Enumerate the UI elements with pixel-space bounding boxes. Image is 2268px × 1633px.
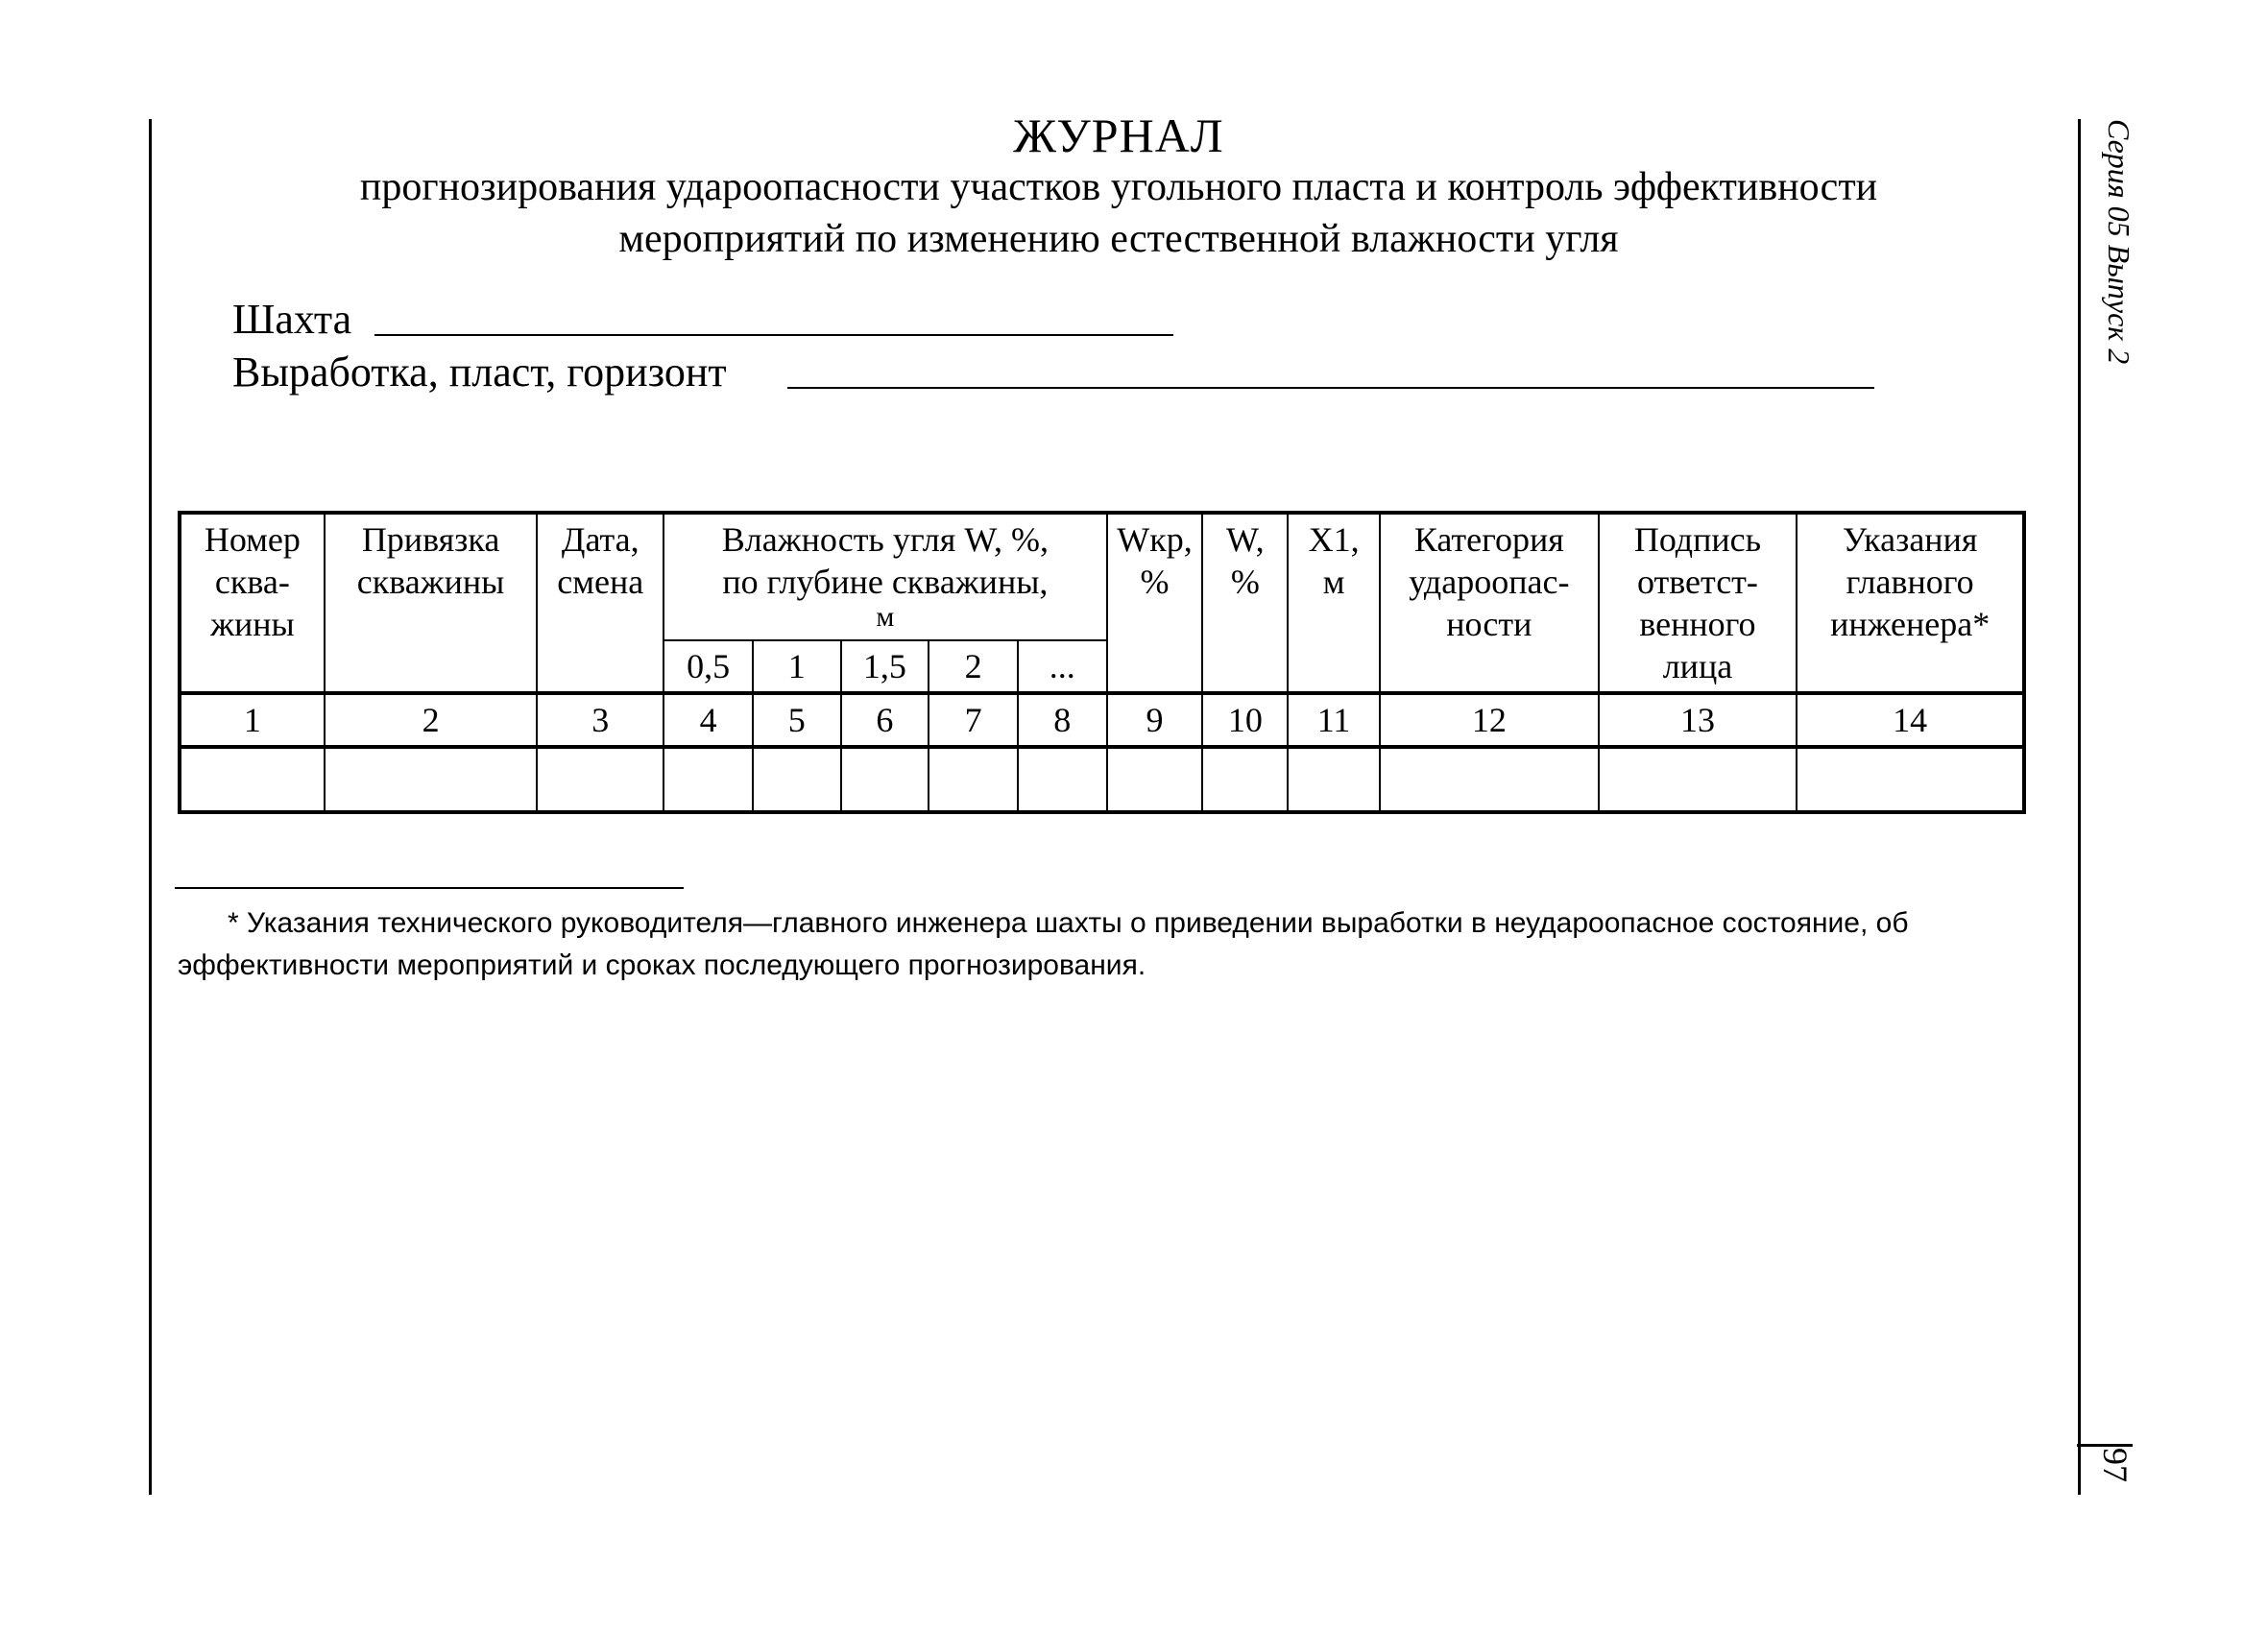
document-subtitle <box>163 161 2074 265</box>
left-margin-rule <box>149 119 152 1495</box>
column-number: 10 <box>1202 693 1288 747</box>
depth-cell: ... <box>1018 640 1107 693</box>
journal-table <box>178 511 2026 814</box>
data-cell[interactable] <box>753 747 841 812</box>
column-number: 12 <box>1380 693 1599 747</box>
header-text: м <box>876 601 895 633</box>
document-title: ЖУРНАЛ <box>1013 108 1224 162</box>
column-number-row <box>180 693 2024 747</box>
header-chief-engineer-instructions <box>1797 513 2024 693</box>
header-text: W, <box>1225 520 1265 559</box>
header-text: X1, <box>1308 520 1360 559</box>
header-text: смена <box>557 563 644 601</box>
empty-data-row <box>180 747 2024 812</box>
mine-field-line <box>374 334 1173 336</box>
header-text: Указания <box>1842 520 1978 559</box>
column-number: 7 <box>929 693 1018 747</box>
header-date-shift <box>537 513 664 693</box>
subtitle-line-1: прогнозирования удароопасности участков угольного пласта и контроль эффективности <box>359 165 1878 209</box>
page-number-text: 97 <box>2096 1448 2135 1482</box>
depth-cell: 2 <box>929 640 1018 693</box>
data-cell[interactable] <box>929 747 1018 812</box>
mine-field-label: Шахта <box>232 296 352 343</box>
header-text: венного <box>1639 605 1756 643</box>
data-cell[interactable] <box>1202 747 1288 812</box>
header-text: главного <box>1846 563 1974 601</box>
column-number: 2 <box>325 693 538 747</box>
depth-cell: 1 <box>753 640 841 693</box>
data-cell[interactable] <box>325 747 538 812</box>
header-row <box>180 513 2024 640</box>
working-field[interactable] <box>232 348 727 396</box>
header-text: Категория <box>1413 520 1564 559</box>
data-cell[interactable] <box>1018 747 1107 812</box>
column-number: 3 <box>537 693 664 747</box>
column-number: 6 <box>841 693 929 747</box>
header-text: Влажность угля W, %, <box>721 520 1049 559</box>
header-text: удароопас- <box>1409 563 1570 601</box>
right-margin-rule <box>2078 119 2081 1495</box>
data-cell[interactable] <box>180 747 325 812</box>
depth-cell: 1,5 <box>841 640 929 693</box>
page-number <box>2095 1448 2134 1505</box>
header-hazard-category <box>1380 513 1599 693</box>
page-number-rule <box>2077 1444 2133 1447</box>
header-wkr <box>1107 513 1203 693</box>
column-number: 4 <box>664 693 753 747</box>
data-cell[interactable] <box>664 747 753 812</box>
column-number: 11 <box>1288 693 1380 747</box>
data-cell[interactable] <box>1288 747 1380 812</box>
header-borehole-number <box>180 513 325 693</box>
column-number: 9 <box>1107 693 1203 747</box>
header-text: Привязка <box>361 520 500 559</box>
header-text: скважины <box>356 563 505 601</box>
depth-cell: 0,5 <box>664 640 753 693</box>
header-text: лица <box>1662 647 1733 685</box>
header-text: по глубине скважины, <box>722 563 1049 601</box>
data-cell[interactable] <box>1107 747 1203 812</box>
header-moisture <box>664 513 1106 640</box>
footnote: * Указания технического руководителя—главного инженера шахты о приведении выработки в неудароопасное состояние, об эффективности мероприятий и сроках последующего прогнозирования. <box>178 907 1909 981</box>
data-cell[interactable] <box>1599 747 1798 812</box>
header-text: % <box>1140 563 1170 601</box>
column-number: 8 <box>1018 693 1107 747</box>
header-signature <box>1599 513 1798 693</box>
working-field-line <box>787 387 1874 389</box>
header-text: Wкр, <box>1117 520 1193 559</box>
copyright-note <box>128 115 157 566</box>
column-number: 1 <box>180 693 325 747</box>
data-cell[interactable] <box>841 747 929 812</box>
working-field-label: Выработка, пласт, горизонт <box>232 348 727 396</box>
header-text: сква- <box>214 563 290 601</box>
header-w <box>1202 513 1288 693</box>
series-label <box>2098 119 2136 436</box>
column-number: 14 <box>1797 693 2024 747</box>
header-text: Номер <box>204 520 301 559</box>
column-number: 5 <box>753 693 841 747</box>
series-text: Серия 05 Выпуск 2 <box>2102 119 2136 365</box>
column-number: 13 <box>1599 693 1798 747</box>
header-text: Подпись <box>1633 520 1762 559</box>
data-cell[interactable] <box>537 747 664 812</box>
mine-field[interactable] <box>232 295 351 344</box>
header-text: ности <box>1446 605 1532 643</box>
header-text: м <box>1322 563 1345 601</box>
data-cell[interactable] <box>1380 747 1599 812</box>
header-text: ответст- <box>1637 563 1758 601</box>
header-borehole-binding <box>325 513 538 693</box>
header-text: % <box>1230 563 1260 601</box>
subtitle-line-2: мероприятий по изменению естественной влажности угля <box>618 217 1619 261</box>
header-text: инженера* <box>1830 605 1991 643</box>
header-text: жины <box>210 605 295 643</box>
header-x1 <box>1288 513 1380 693</box>
data-cell[interactable] <box>1797 747 2024 812</box>
footnote-rule <box>175 887 684 889</box>
header-text: Дата, <box>561 520 639 559</box>
